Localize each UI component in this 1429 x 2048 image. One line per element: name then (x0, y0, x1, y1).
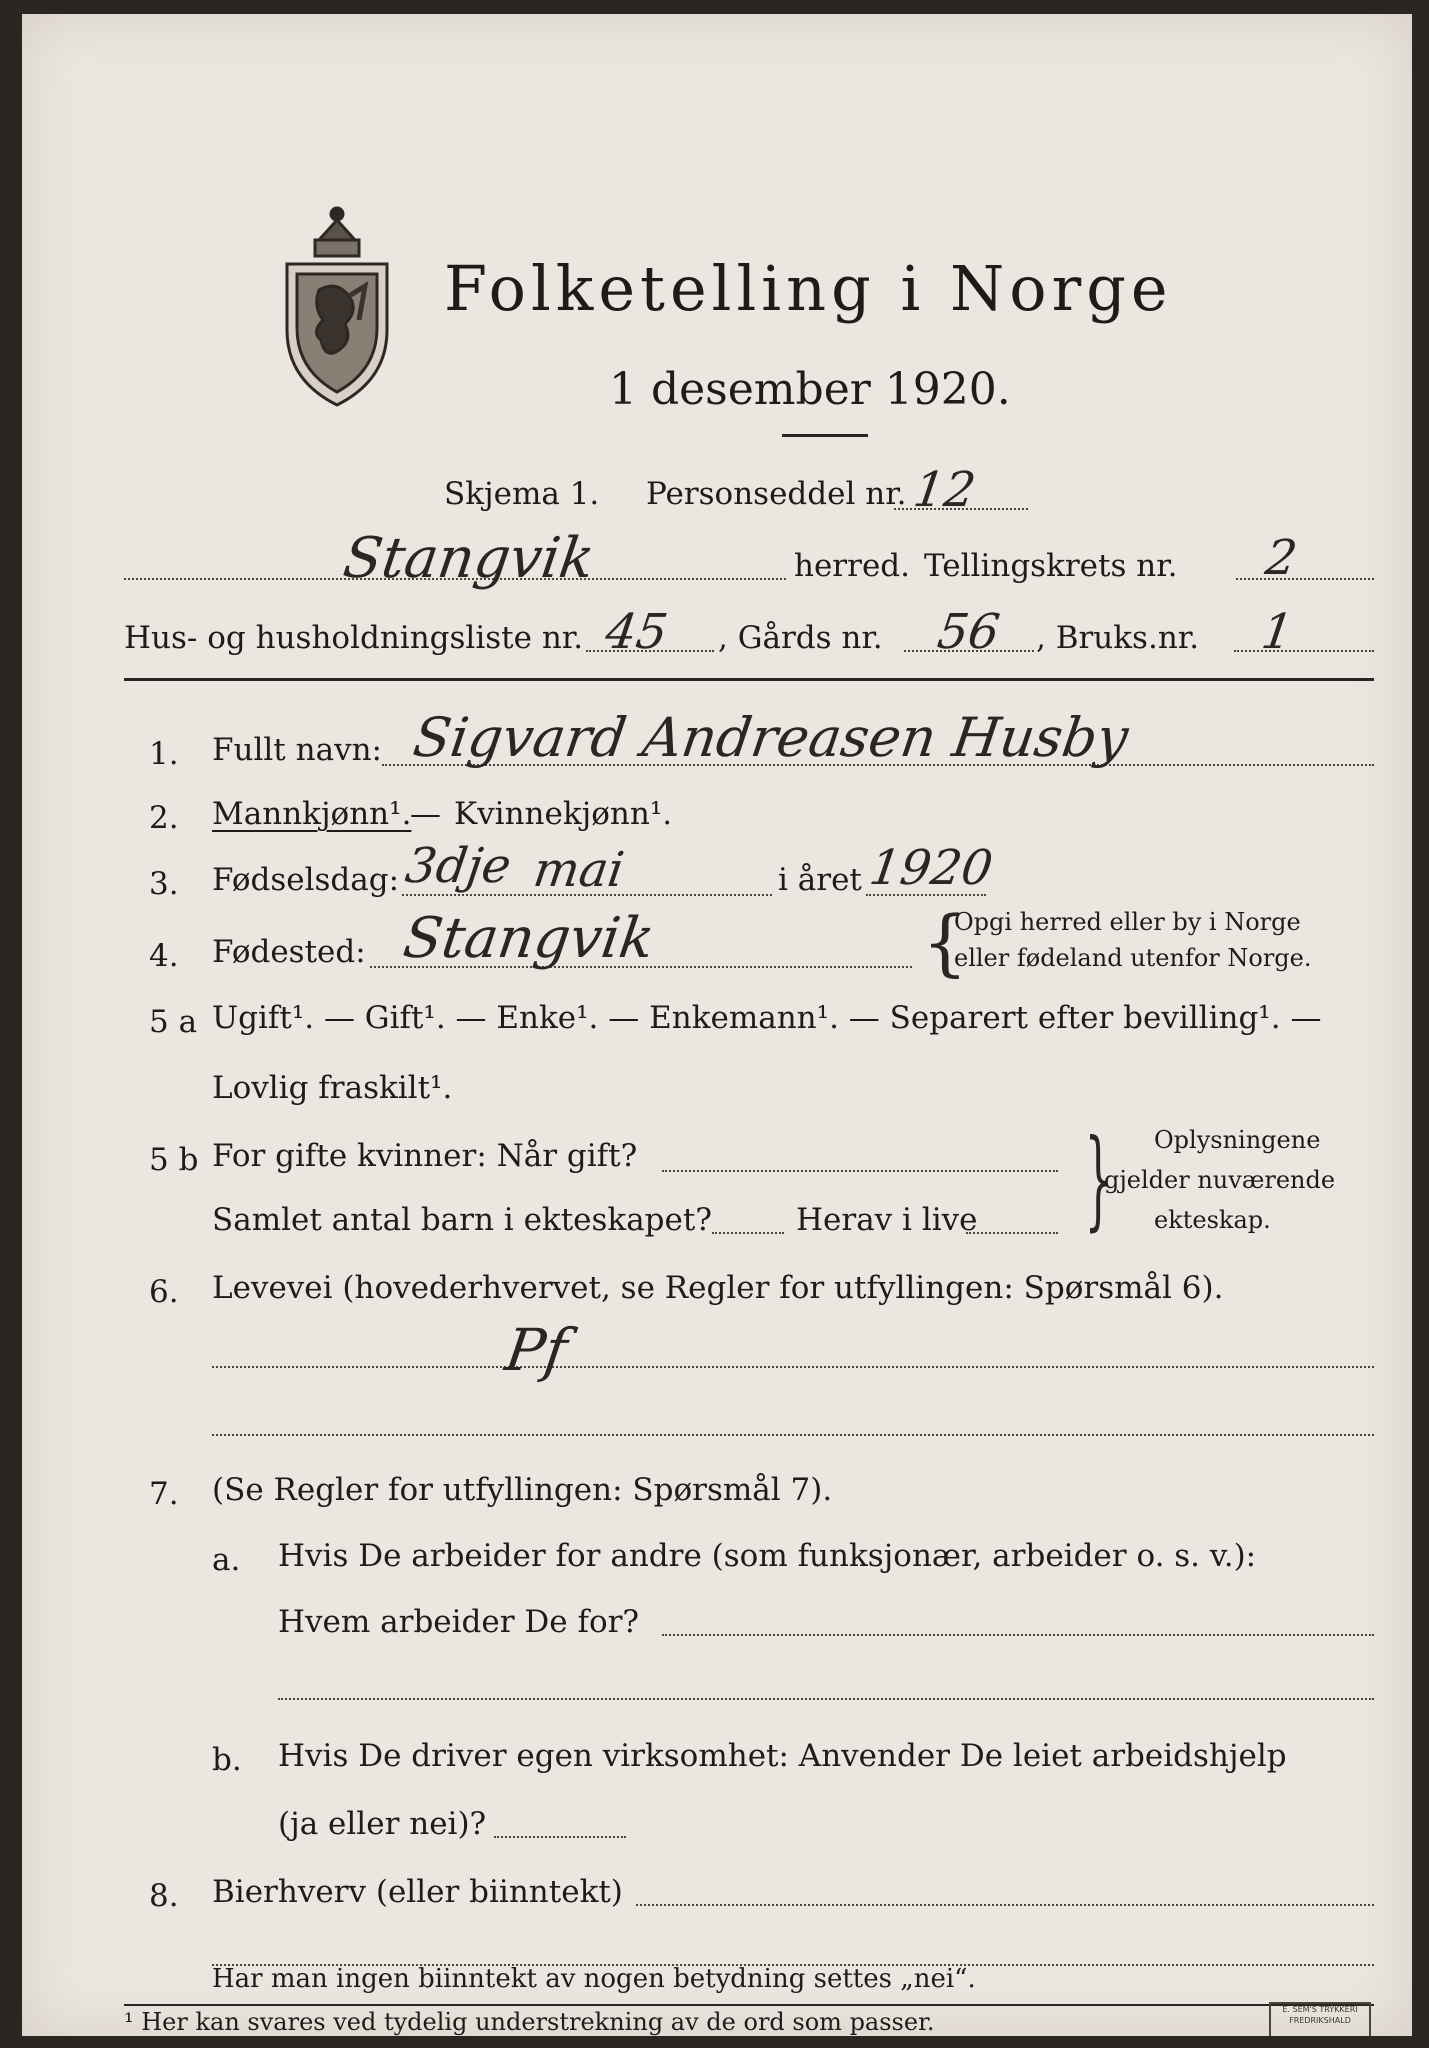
q5b-label2: Samlet antal barn i ekteskapet? (212, 1202, 712, 1238)
female-option[interactable]: Kvinnekjønn¹. (454, 796, 673, 832)
occupation-line2[interactable] (212, 1434, 1374, 1436)
hired-help-line[interactable] (494, 1836, 626, 1838)
q5a-number: 5 a (149, 1004, 198, 1040)
q7a-letter: a. (212, 1542, 241, 1578)
printer-stamp-line2: FREDRIKSHALD (1289, 2016, 1351, 2025)
footer-divider (124, 2004, 1374, 2006)
personseddel-label: Personseddel nr. (646, 476, 907, 512)
occupation-line1 (212, 1366, 1374, 1368)
birth-month-value[interactable]: mai (530, 842, 628, 898)
header-divider (124, 678, 1374, 681)
husholdningsliste-label: Hus- og husholdningsliste nr. (124, 620, 584, 656)
side-income-line1[interactable] (636, 1904, 1374, 1906)
q5b-note-line1: Oplysningene (1154, 1126, 1321, 1154)
husholdningsliste-value[interactable]: 45 (602, 604, 672, 660)
q8-number: 8. (149, 1878, 179, 1914)
bruks-label: , Bruks.nr. (1036, 620, 1200, 656)
printer-stamp (1269, 2002, 1371, 2036)
q7a-label: Hvem arbeider De for? (278, 1604, 640, 1640)
birth-year-value[interactable]: 1920 (866, 840, 997, 896)
q7-number: 7. (149, 1476, 179, 1512)
census-form-sheet (22, 14, 1412, 2036)
employer-line1[interactable] (662, 1634, 1374, 1636)
norway-coat-of-arms-icon (279, 200, 395, 410)
full-name-value[interactable]: Sigvard Andreasen Husby (409, 706, 1133, 769)
q8-label: Bierhverv (eller biinntekt) (212, 1874, 623, 1910)
marital-status-options[interactable]: Ugift¹. — Gift¹. — Enke¹. — Enkemann¹. — Separert efter bevilling¹. — (212, 1000, 1322, 1036)
married-when-line[interactable] (662, 1170, 1058, 1172)
bruks-line (1234, 650, 1374, 652)
tellingskrets-label: Tellingskrets nr. (924, 548, 1178, 584)
q4-label: Fødested: (212, 934, 366, 970)
q6-label: Levevei (hovederhvervet, se Regler for utfyllingen: Spørsmål 6). (212, 1270, 1224, 1306)
skjema-label: Skjema 1. (444, 476, 600, 512)
employer-line2[interactable] (278, 1698, 1374, 1700)
q7b-text: Hvis De driver egen virksomhet: Anvender De leiet arbeidshjelp (278, 1738, 1287, 1774)
q4-number: 4. (149, 938, 179, 974)
title-divider (782, 434, 868, 437)
occupation-value[interactable]: Pf (501, 1316, 572, 1384)
gards-label: , Gårds nr. (718, 620, 883, 656)
q4-note-line2: eller fødeland utenfor Norge. (954, 944, 1312, 972)
male-option[interactable]: Mannkjønn¹. (212, 796, 412, 832)
q3-number: 3. (149, 866, 179, 902)
q5b-label3: Herav i live (796, 1202, 978, 1238)
q7b-label: (ja eller nei)? (278, 1806, 487, 1842)
printer-stamp-line1: E. SEM'S TRYKKERI (1282, 2005, 1358, 2014)
gards-value[interactable]: 56 (934, 604, 1004, 660)
q4-brace: { (922, 900, 968, 984)
birthplace-value[interactable]: Stangvik (399, 906, 659, 971)
census-date: 1 desember 1920. (609, 364, 1011, 415)
q7a-text: Hvis De arbeider for andre (som funksjonær, arbeider o. s. v.): (278, 1538, 1257, 1574)
tellingskrets-value[interactable]: 2 (1262, 530, 1301, 586)
marital-status-divorced[interactable]: Lovlig fraskilt¹. (212, 1070, 453, 1106)
herred-value[interactable]: Stangvik (339, 526, 599, 591)
q1-label: Fullt navn: (212, 732, 382, 768)
personseddel-value[interactable]: 12 (910, 462, 980, 518)
q5b-note-line3: ekteskap. (1154, 1206, 1271, 1234)
herred-label: herred. (794, 548, 910, 584)
q1-number: 1. (149, 736, 179, 772)
form-title: Folketelling i Norge (444, 252, 1173, 325)
children-alive-line[interactable] (966, 1232, 1058, 1234)
tellingskrets-line (1236, 578, 1374, 580)
bruks-value[interactable]: 1 (1258, 604, 1297, 660)
birth-day-value[interactable]: 3dje (402, 838, 515, 894)
q5b-number: 5 b (149, 1142, 199, 1178)
q8-note: Har man ingen biinntekt av nogen betydning settes „nei“. (212, 1964, 976, 1994)
q5b-note-line2: gjelder nuværende (1104, 1166, 1336, 1194)
q2-number: 2. (149, 800, 179, 836)
q5b-brace: } (1084, 1117, 1113, 1242)
q7-label: (Se Regler for utfyllingen: Spørsmål 7). (212, 1472, 833, 1508)
q5b-label1: For gifte kvinner: Når gift? (212, 1138, 638, 1174)
year-label: i året (778, 862, 862, 898)
q3-label: Fødselsdag: (212, 862, 400, 898)
q6-number: 6. (149, 1274, 179, 1310)
q7b-letter: b. (212, 1742, 242, 1778)
footnote: ¹ Her kan svares ved tydelig understrekning av de ord som passer. (124, 2008, 935, 2036)
children-total-line[interactable] (712, 1232, 784, 1234)
form-content (114, 14, 1374, 2036)
q4-note-line1: Opgi herred eller by i Norge (954, 908, 1301, 936)
q2-separator: — (410, 796, 441, 832)
